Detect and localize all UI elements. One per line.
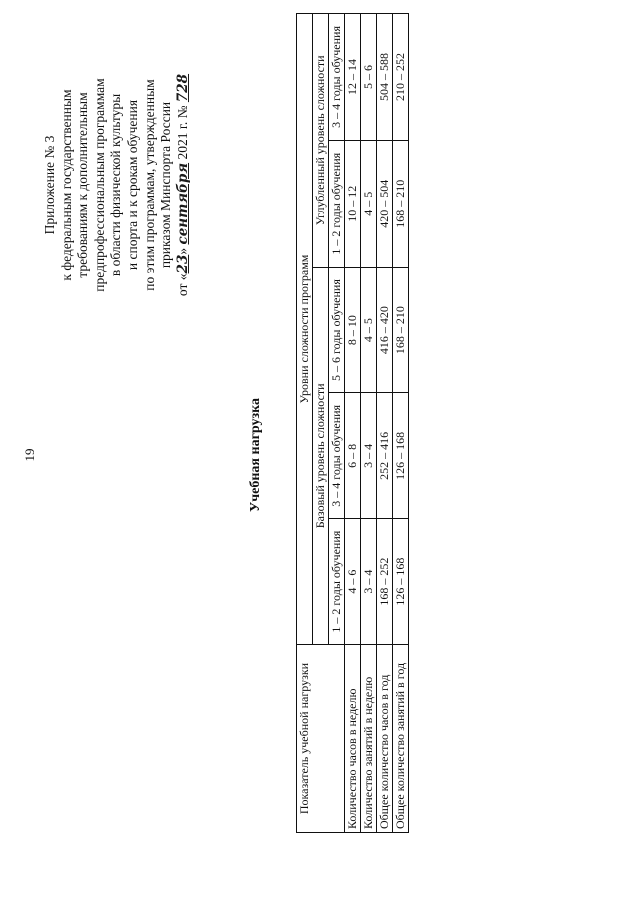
- table-cell: 12 – 14: [345, 14, 361, 141]
- table-cell: 504 – 588: [377, 14, 393, 141]
- table-row: [393, 14, 409, 833]
- table-cell: 252 – 416: [377, 393, 393, 519]
- appendix-line: Приложение № 3: [42, 135, 57, 235]
- handwritten-order-number: 728: [174, 73, 191, 103]
- row-label: Количество часов в неделю: [345, 645, 361, 833]
- basic-level-header: Базовый уровень сложности: [313, 267, 329, 644]
- appendix-line: в области физической культуры: [108, 93, 124, 277]
- handwritten-month: сентября: [174, 162, 191, 245]
- table-cell: 4 – 6: [345, 519, 361, 645]
- date-prefix: от «: [174, 273, 190, 297]
- table-cell: 8 – 10: [345, 267, 361, 393]
- levels-header: Уровни сложности программ: [297, 14, 313, 645]
- table-row: [361, 14, 377, 833]
- table-cell: 4 – 5: [361, 267, 377, 393]
- period-header: 3 – 4 годы обучения: [329, 14, 345, 141]
- appendix-line: требованиям к дополнительным: [75, 92, 91, 278]
- table-cell: 168 – 252: [377, 519, 393, 645]
- table-cell: 416 – 420: [377, 267, 393, 393]
- table-cell: 168 – 210: [393, 140, 409, 267]
- appendix-line: приказом Минспорта России: [158, 101, 174, 269]
- period-header: 1 – 2 годы обучения: [329, 519, 345, 645]
- advanced-level-header: Углубленный уровень сложности: [313, 14, 329, 268]
- appendix-line: и спорта и к срокам обучения: [124, 99, 140, 271]
- period-header: 5 – 6 годы обучения: [329, 267, 345, 393]
- appendix-line: по этим программам, утвержденным: [141, 79, 157, 291]
- handwritten-day: 23: [174, 254, 191, 274]
- table-cell: 4 – 5: [361, 140, 377, 267]
- training-load-table: [296, 13, 409, 833]
- table-cell: 6 – 8: [345, 393, 361, 519]
- page-number: 19: [22, 448, 37, 462]
- table-cell: 168 – 210: [393, 267, 409, 393]
- row-label: Общее количество занятий в год: [393, 645, 409, 833]
- appendix-line: предпрофессиональным программам: [91, 78, 107, 292]
- date-mid: »: [174, 244, 190, 255]
- order-date-line: [175, 10, 192, 360]
- table-cell: 3 – 4: [361, 519, 377, 645]
- row-label: Общее количество часов в год: [377, 645, 393, 833]
- table-cell: 3 – 4: [361, 393, 377, 519]
- table-row: [377, 14, 393, 833]
- table-row: [345, 14, 361, 833]
- table-cell: 210 – 252: [393, 14, 409, 141]
- date-year: 2021 г. №: [174, 102, 190, 163]
- table-cell: 126 – 168: [393, 393, 409, 519]
- period-header: 1 – 2 годы обучения: [329, 140, 345, 267]
- row-label: Количество занятий в неделю: [361, 645, 377, 833]
- table-cell: 420 – 504: [377, 140, 393, 267]
- table-cell: 5 – 6: [361, 14, 377, 141]
- section-title: Учебная нагрузка: [248, 397, 263, 513]
- appendix-line: к федеральным государственным: [58, 89, 74, 281]
- appendix-header: [42, 10, 191, 360]
- period-header: 3 – 4 годы обучения: [329, 393, 345, 519]
- table-cell: 10 – 12: [345, 140, 361, 267]
- indicator-header: Показатель учебной нагрузки: [297, 645, 345, 833]
- table-cell: 126 – 168: [393, 519, 409, 645]
- table-header-row: [297, 14, 313, 833]
